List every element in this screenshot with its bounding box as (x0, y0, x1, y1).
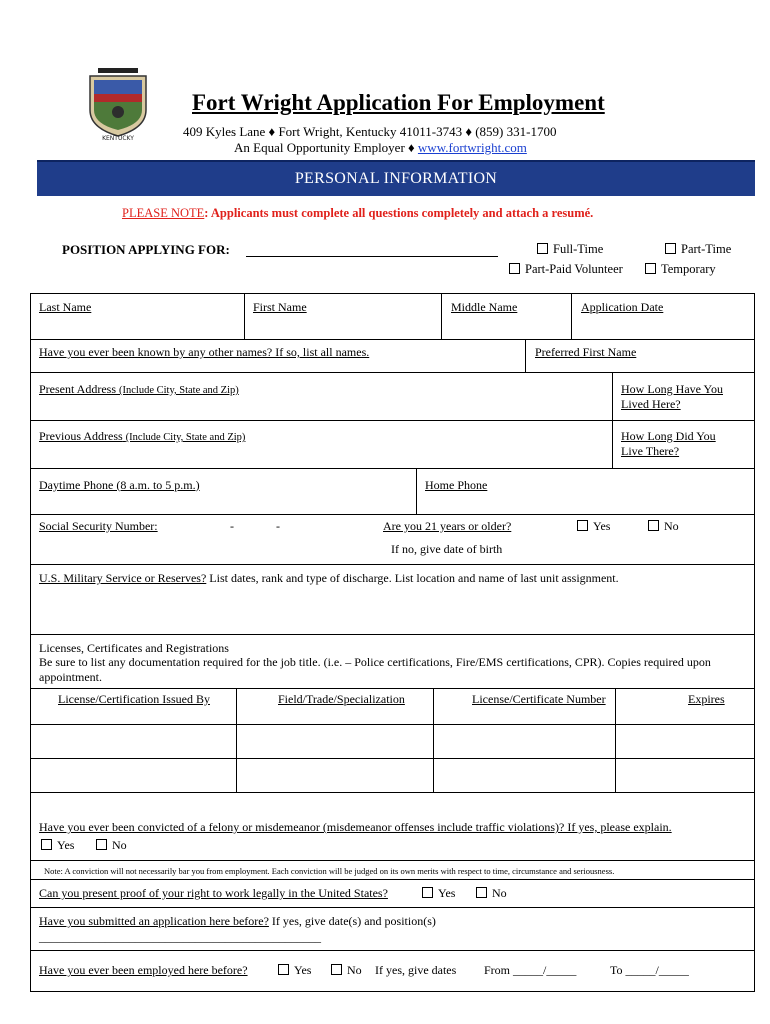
option-part-paid-volunteer[interactable]: Part-Paid Volunteer (509, 262, 623, 277)
age-no-option[interactable]: No (648, 519, 679, 534)
employed-yes-option[interactable]: Yes (278, 963, 311, 978)
notice-text: : Applicants must complete all questions completely and attach a resumé. (204, 206, 594, 220)
middle-name-field[interactable]: Middle Name (451, 300, 518, 314)
employed-before-question: Have you ever been employed here before? (39, 963, 248, 977)
checkbox[interactable] (278, 964, 289, 975)
checkbox[interactable] (422, 887, 433, 898)
lived-here-label: Lived Here? (621, 397, 681, 411)
previous-address-field[interactable]: Previous Address (Include City, State and Zip) (39, 429, 246, 443)
felony-yes-option[interactable]: Yes (41, 838, 74, 853)
license-col-number: License/Certificate Number (472, 692, 606, 706)
website-link[interactable]: www.fortwright.com (417, 140, 527, 155)
address-line: 409 Kyles Lane ♦ Fort Wright, Kentucky 41011-3743 ♦ (859) 331-1700 (183, 124, 557, 139)
work-legally-no-option[interactable]: No (476, 886, 507, 901)
license-col-issued-by: License/Certification Issued By (58, 692, 210, 706)
checkbox[interactable] (577, 520, 588, 531)
checkbox[interactable] (96, 839, 107, 850)
svg-text:KENTUCKY: KENTUCKY (102, 135, 134, 142)
military-field[interactable]: U.S. Military Service or Reserves? List dates, rank and type of discharge. List location and name of last unit assignment. (39, 571, 619, 585)
work-legally-question: Can you present proof of your right to work legally in the United States? (39, 886, 388, 900)
employed-from-field[interactable]: From _____/_____ (484, 963, 577, 977)
work-legally-yes-option[interactable]: Yes (422, 886, 455, 901)
option-part-time[interactable]: Part-Time (665, 242, 731, 257)
option-full-time[interactable]: Full-Time (537, 242, 603, 257)
age-yes-option[interactable]: Yes (577, 519, 610, 534)
page-title: Fort Wright Application For Employment (192, 90, 605, 115)
other-names-field[interactable]: Have you ever been known by any other names? If so, list all names. (39, 345, 370, 359)
notice-prefix: PLEASE NOTE (122, 206, 205, 220)
felony-question: Have you ever been convicted of a felony or misdemeanor (misdemeanor offenses include traffic violations)? If yes, please explain. (39, 820, 672, 834)
preferred-first-name-field[interactable]: Preferred First Name (535, 345, 637, 359)
last-name-field[interactable]: Last Name (39, 300, 92, 314)
checkbox[interactable] (645, 263, 656, 274)
birth-date-field[interactable]: If no, give date of birth (391, 542, 503, 556)
eoe-text: An Equal Opportunity Employer ♦ (234, 140, 415, 155)
ssn-dash: - (276, 519, 280, 533)
checkbox[interactable] (41, 839, 52, 850)
applied-before-line[interactable]: _______________________________________________ (39, 930, 321, 944)
live-there-label: Live There? (621, 444, 680, 458)
checkbox[interactable] (665, 243, 676, 254)
applied-before-field[interactable]: Have you submitted an application here before? If yes, give date(s) and position(s) (39, 914, 436, 928)
position-input-line[interactable] (246, 256, 498, 257)
employed-no-option[interactable]: No (331, 963, 362, 978)
ssn-field[interactable]: Social Security Number: (39, 519, 158, 533)
eoe-line (234, 140, 527, 156)
option-temporary[interactable]: Temporary (645, 262, 716, 277)
licenses-title: Licenses, Certificates and Registrations (39, 641, 229, 655)
employed-dates-label: If yes, give dates (375, 963, 457, 977)
first-name-field[interactable]: First Name (253, 300, 307, 314)
daytime-phone-field[interactable]: Daytime Phone (8 a.m. to 5 p.m.) (39, 478, 200, 492)
license-col-field: Field/Trade/Specialization (278, 692, 405, 706)
conviction-note: Note: A conviction will not necessarily bar you from employment. Each conviction will be judged on its own merits with respect to time, circumstance and seriousness. (44, 866, 615, 876)
ssn-dash: - (230, 519, 234, 533)
position-label: POSITION APPLYING FOR: (62, 242, 230, 257)
checkbox[interactable] (648, 520, 659, 531)
felony-no-option[interactable]: No (96, 838, 127, 853)
checkbox[interactable] (509, 263, 520, 274)
employed-to-field[interactable]: To _____/_____ (610, 963, 689, 977)
section-banner (37, 160, 755, 196)
home-phone-field[interactable]: Home Phone (425, 478, 488, 492)
checkbox[interactable] (537, 243, 548, 254)
license-col-expires: Expires (688, 692, 725, 706)
section-title: PERSONAL INFORMATION (294, 170, 498, 187)
how-long-there-label: How Long Did You (621, 429, 716, 443)
checkbox[interactable] (331, 964, 342, 975)
application-date-field[interactable]: Application Date (581, 300, 664, 314)
notice (122, 206, 593, 221)
city-seal-logo (84, 66, 152, 142)
licenses-text: Be sure to list any documentation required for the job title. (i.e. – Police certifications, Fire/EMS certifications, CPR). Copies required upon appointment. (39, 655, 711, 684)
how-long-here-label: How Long Have You (621, 382, 723, 396)
checkbox[interactable] (476, 887, 487, 898)
age-question: Are you 21 years or older? (383, 519, 512, 533)
present-address-field[interactable]: Present Address (Include City, State and Zip) (39, 382, 239, 396)
